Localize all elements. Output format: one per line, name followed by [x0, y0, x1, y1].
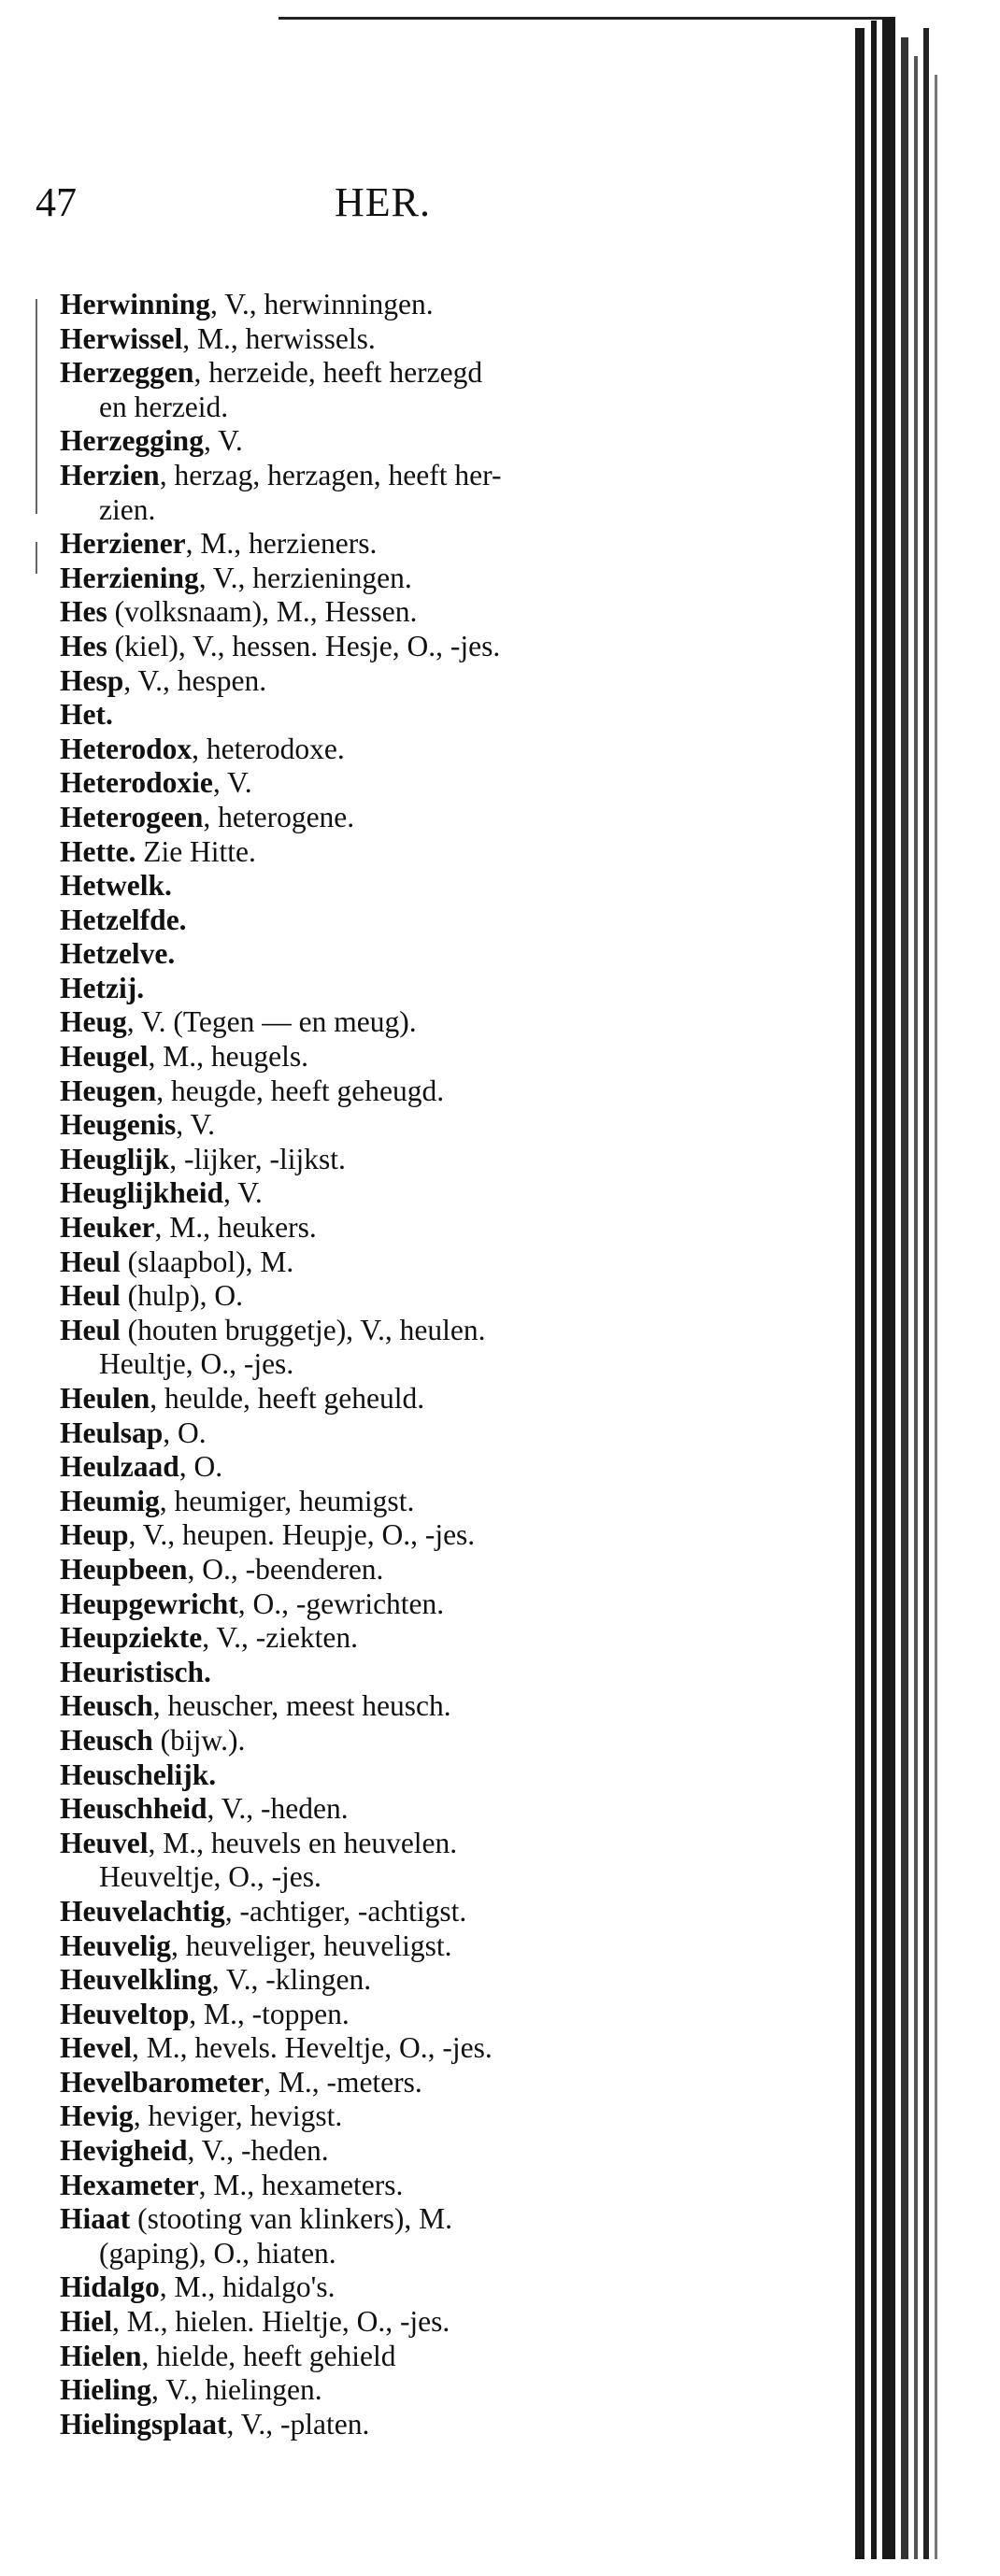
- entry-headword: Heul: [60, 1279, 121, 1313]
- margin-mark: [36, 542, 37, 574]
- dictionary-entry: [60, 1689, 789, 1724]
- entry-headword: Herziener: [60, 527, 186, 561]
- entry-headword: Hetzelfde.: [60, 903, 187, 936]
- dictionary-entry: [60, 630, 789, 664]
- entry-headword: Herzeggen: [60, 356, 194, 390]
- dictionary-entry: [60, 2169, 789, 2203]
- entry-headword: Hevig: [60, 2099, 134, 2133]
- entry-headword: Het.: [60, 698, 113, 732]
- entry-headword: Hes: [60, 595, 107, 629]
- page-edge-shadow: [855, 28, 864, 2559]
- entry-headword: Heug: [60, 1005, 127, 1039]
- dictionary-entry: [60, 937, 789, 972]
- page-edge-shadow: [871, 21, 877, 2559]
- entry-definition: , M., herzieners.: [185, 527, 378, 561]
- dictionary-entry: [60, 1587, 789, 1622]
- entry-definition: , M., hexameters.: [198, 2168, 404, 2201]
- dictionary-entry: [60, 2373, 789, 2408]
- entry-definition: , hielde, heeft gehield: [141, 2339, 396, 2372]
- dictionary-entry: [60, 1108, 789, 1143]
- dictionary-entry: [60, 1518, 789, 1553]
- entry-definition: , V., hielingen.: [151, 2373, 322, 2407]
- entry-definition: , V., -heden.: [207, 1792, 349, 1826]
- entry-list: [60, 288, 789, 2441]
- entry-definition: , V.: [176, 1108, 216, 1142]
- entry-headword: Heusch: [60, 1723, 153, 1757]
- page-number: 47: [36, 179, 77, 225]
- dictionary-entry: [60, 1382, 789, 1416]
- dictionary-entry: [60, 1005, 789, 1040]
- dictionary-entry: [60, 2099, 789, 2134]
- dictionary-entry: [60, 459, 789, 493]
- dictionary-entry: [60, 1998, 789, 2032]
- dictionary-entry: [60, 1485, 789, 1519]
- entry-headword: Heup: [60, 1518, 129, 1552]
- entry-headword: Heul: [60, 1313, 121, 1346]
- entry-headword: Herzien: [60, 458, 160, 491]
- dictionary-entry: [60, 1553, 789, 1587]
- entry-definition: , M., heugels.: [148, 1040, 308, 1074]
- dictionary-entry: [60, 972, 789, 1006]
- entry-definition: , M., herwissels.: [182, 321, 376, 355]
- entry-definition: , M., hidalgo's.: [159, 2270, 336, 2304]
- dictionary-entry: [60, 1895, 789, 1929]
- entry-definition: , M., heuvels en heuvelen.: [148, 1826, 458, 1859]
- entry-headword: Heumig: [60, 1484, 160, 1517]
- entry-definition: , M., heukers.: [154, 1211, 317, 1245]
- dictionary-entry: [60, 698, 789, 733]
- entry-headword: Heulsap: [60, 1416, 164, 1449]
- entry-headword: Heuvelig: [60, 1928, 171, 1962]
- entry-headword: Heugel: [60, 1040, 149, 1074]
- dictionary-entry: [60, 1792, 789, 1827]
- dictionary-entry: [60, 2202, 789, 2237]
- entry-headword: Heul: [60, 1245, 121, 1278]
- entry-headword: Hevigheid: [60, 2134, 188, 2168]
- entry-headword: Heuvelachtig: [60, 1894, 225, 1928]
- dictionary-entry: [60, 1758, 789, 1793]
- page-header: [36, 179, 690, 226]
- entry-definition: (stooting van klinkers), M.: [130, 2202, 452, 2236]
- dictionary-entry: [60, 2340, 789, 2374]
- entry-headword: Hexameter: [60, 2168, 199, 2201]
- entry-headword: Hiel: [60, 2305, 112, 2339]
- entry-definition: , V.: [212, 766, 252, 800]
- entry-definition: , M., -toppen.: [189, 1997, 350, 2030]
- entry-definition: , heulde, heeft geheuld.: [150, 1382, 425, 1415]
- dictionary-entry: [60, 595, 789, 630]
- entry-headword: Herzegging: [60, 424, 204, 458]
- entry-headword: Heusch: [60, 1689, 153, 1723]
- entry-definition: Zie Hitte.: [136, 834, 256, 868]
- dictionary-entry: [60, 835, 789, 870]
- dictionary-entry: [60, 562, 789, 596]
- entry-definition: , V., -ziekten.: [202, 1621, 359, 1655]
- entry-definition: , V., heupen. Heupje, O., -jes.: [128, 1518, 476, 1552]
- dictionary-entry: [60, 1929, 789, 1964]
- entry-headword: Heulzaad: [60, 1450, 179, 1484]
- entry-headword: Hevel: [60, 2031, 132, 2065]
- entry-headword: Heupbeen: [60, 1552, 188, 1586]
- entry-definition: , heugde, heeft geheugd.: [156, 1074, 445, 1107]
- entry-definition: , V. (Tegen — en meug).: [126, 1005, 417, 1039]
- entry-headword: Heuglijk: [60, 1142, 170, 1175]
- entry-continuation: Heultje, O., -jes.: [99, 1347, 294, 1381]
- entry-headword: Heulen: [60, 1382, 150, 1415]
- dictionary-entry: [60, 288, 789, 322]
- dictionary-entry: [60, 322, 789, 357]
- entry-definition: (slaapbol), M.: [120, 1245, 294, 1278]
- entry-headword: Heterodoxie: [60, 766, 213, 800]
- entry-headword: Herwissel: [60, 321, 183, 355]
- entry-headword: Hielingsplaat: [60, 2407, 227, 2441]
- entry-headword: Hes: [60, 629, 107, 662]
- entry-definition: , V.: [203, 424, 243, 458]
- entry-definition: , heterodoxe.: [192, 732, 345, 765]
- entry-continuation: Heuveltje, O., -jes.: [99, 1860, 321, 1894]
- entry-definition: , M., hielen. Hieltje, O., -jes.: [112, 2305, 450, 2339]
- entry-headword: Hiaat: [60, 2202, 131, 2236]
- entry-headword: Heuker: [60, 1211, 155, 1245]
- entry-headword: Hesp: [60, 663, 124, 697]
- entry-headword: Hidalgo: [60, 2270, 160, 2304]
- dictionary-entry: [60, 1827, 789, 1861]
- entry-continuation: zien.: [99, 492, 156, 526]
- entry-headword: Hieling: [60, 2373, 152, 2407]
- entry-definition: , M., hevels. Heveltje, O., -jes.: [131, 2031, 493, 2065]
- entry-headword: Heugen: [60, 1074, 157, 1107]
- dictionary-entry: [60, 1621, 789, 1656]
- entry-headword: Heuschelijk.: [60, 1758, 217, 1791]
- entry-headword: Hette.: [60, 834, 136, 868]
- entry-definition: , V., -platen.: [226, 2407, 370, 2441]
- entry-headword: Heupziekte: [60, 1621, 203, 1655]
- entry-headword: Heugenis: [60, 1108, 177, 1142]
- entry-definition: , -achtiger, -achtigst.: [224, 1894, 467, 1928]
- dictionary-entry: [60, 1656, 789, 1690]
- dictionary-entry: [60, 2270, 789, 2305]
- page-edge-shadow: [901, 37, 908, 2559]
- dictionary-entry: [60, 2408, 789, 2442]
- entry-headword: Heupgewricht: [60, 1587, 238, 1620]
- dictionary-entry: [60, 527, 789, 562]
- entry-headword: Herziening: [60, 561, 199, 594]
- entry-definition: , M., -meters.: [264, 2065, 422, 2099]
- entry-definition: , V., herzieningen.: [198, 561, 412, 594]
- entry-headword: Heuvel: [60, 1826, 149, 1859]
- dictionary-entry: [60, 1963, 789, 1998]
- dictionary-entry: [60, 1040, 789, 1075]
- page-edge-shadow: [935, 75, 937, 2559]
- dictionary-entry: [60, 1416, 789, 1451]
- dictionary-entry: [60, 664, 789, 699]
- dictionary-entry: [60, 766, 789, 801]
- page-edge-shadow: [882, 17, 895, 2559]
- dictionary-entry: [60, 1245, 789, 1280]
- top-rule: [279, 17, 895, 20]
- entry-continuation: en herzeid.: [99, 390, 229, 423]
- dictionary-entry: [60, 2066, 789, 2100]
- entry-definition: , herzag, herzagen, heeft her-: [159, 458, 502, 491]
- entry-definition: (volksnaam), M., Hessen.: [107, 595, 418, 629]
- entry-definition: , V., -heden.: [187, 2134, 329, 2168]
- dictionary-entry: [60, 733, 789, 767]
- entry-definition: , herzeide, heeft herzegd: [193, 356, 483, 390]
- dictionary-entry: [60, 2134, 789, 2169]
- entry-definition: , heuscher, meest heusch.: [152, 1689, 451, 1723]
- entry-definition: , V., herwinningen.: [210, 288, 434, 320]
- entry-headword: Heuschheid: [60, 1792, 207, 1826]
- dictionary-entry: [60, 2305, 789, 2340]
- entry-definition: , V., hespen.: [123, 663, 267, 697]
- entry-definition: , O., -gewrichten.: [237, 1587, 445, 1620]
- entry-headword: Hetzelve.: [60, 937, 176, 971]
- entry-definition: , heumiger, heumigst.: [159, 1484, 415, 1517]
- entry-definition: , V., -klingen.: [211, 1963, 372, 1997]
- entry-definition: (kiel), V., hessen. Hesje, O., -jes.: [107, 629, 501, 662]
- running-head: HER.: [335, 179, 431, 225]
- entry-continuation: (gaping), O., hiaten.: [99, 2236, 336, 2270]
- entry-definition: , heviger, hevigst.: [133, 2099, 343, 2133]
- dictionary-entry: [60, 1143, 789, 1177]
- dictionary-entry: [60, 1176, 789, 1211]
- dictionary-entry: [60, 2031, 789, 2066]
- entry-headword: Herwinning: [60, 288, 211, 320]
- entry-definition: (houten bruggetje), V., heulen.: [120, 1313, 486, 1346]
- page-edge-shadow: [923, 28, 929, 2559]
- entry-definition: , heterogene.: [203, 800, 355, 833]
- entry-headword: Heuglijkheid: [60, 1176, 224, 1210]
- dictionary-entry: [60, 424, 789, 459]
- entry-headword: Hielen: [60, 2339, 142, 2372]
- entry-definition: , O.: [179, 1450, 223, 1484]
- dictionary-entry: [60, 1279, 789, 1314]
- dictionary-entry: [60, 1314, 789, 1348]
- entry-headword: Heterogeen: [60, 800, 204, 833]
- dictionary-entry: [60, 904, 789, 938]
- margin-mark: [36, 299, 37, 514]
- entry-definition: , -lijker, -lijkst.: [169, 1142, 346, 1175]
- dictionary-entry: [60, 1450, 789, 1485]
- dictionary-entry: [60, 869, 789, 904]
- entry-headword: Heuvelkling: [60, 1963, 212, 1997]
- entry-headword: Hetzij.: [60, 971, 145, 1004]
- dictionary-entry: [60, 801, 789, 835]
- dictionary-entry: [60, 356, 789, 391]
- entry-headword: Heuveltop: [60, 1997, 190, 2030]
- dictionary-entry: [60, 1211, 789, 1245]
- entry-definition: , O.: [163, 1416, 207, 1449]
- dictionary-entry: [60, 1075, 789, 1109]
- entry-definition: (hulp), O.: [120, 1279, 243, 1313]
- entry-headword: Hevelbarometer: [60, 2065, 264, 2099]
- page-edge-shadow: [914, 56, 918, 2559]
- entry-definition: , heuveliger, heuveligst.: [171, 1928, 452, 1962]
- entry-definition: , V.: [223, 1176, 263, 1210]
- entry-definition: (bijw.).: [152, 1723, 246, 1757]
- dictionary-entry: [60, 1724, 789, 1758]
- entry-headword: Heuristisch.: [60, 1655, 211, 1688]
- entry-headword: Heterodox: [60, 732, 193, 765]
- entry-definition: , O., -beenderen.: [187, 1552, 384, 1586]
- entry-headword: Hetwelk.: [60, 869, 172, 903]
